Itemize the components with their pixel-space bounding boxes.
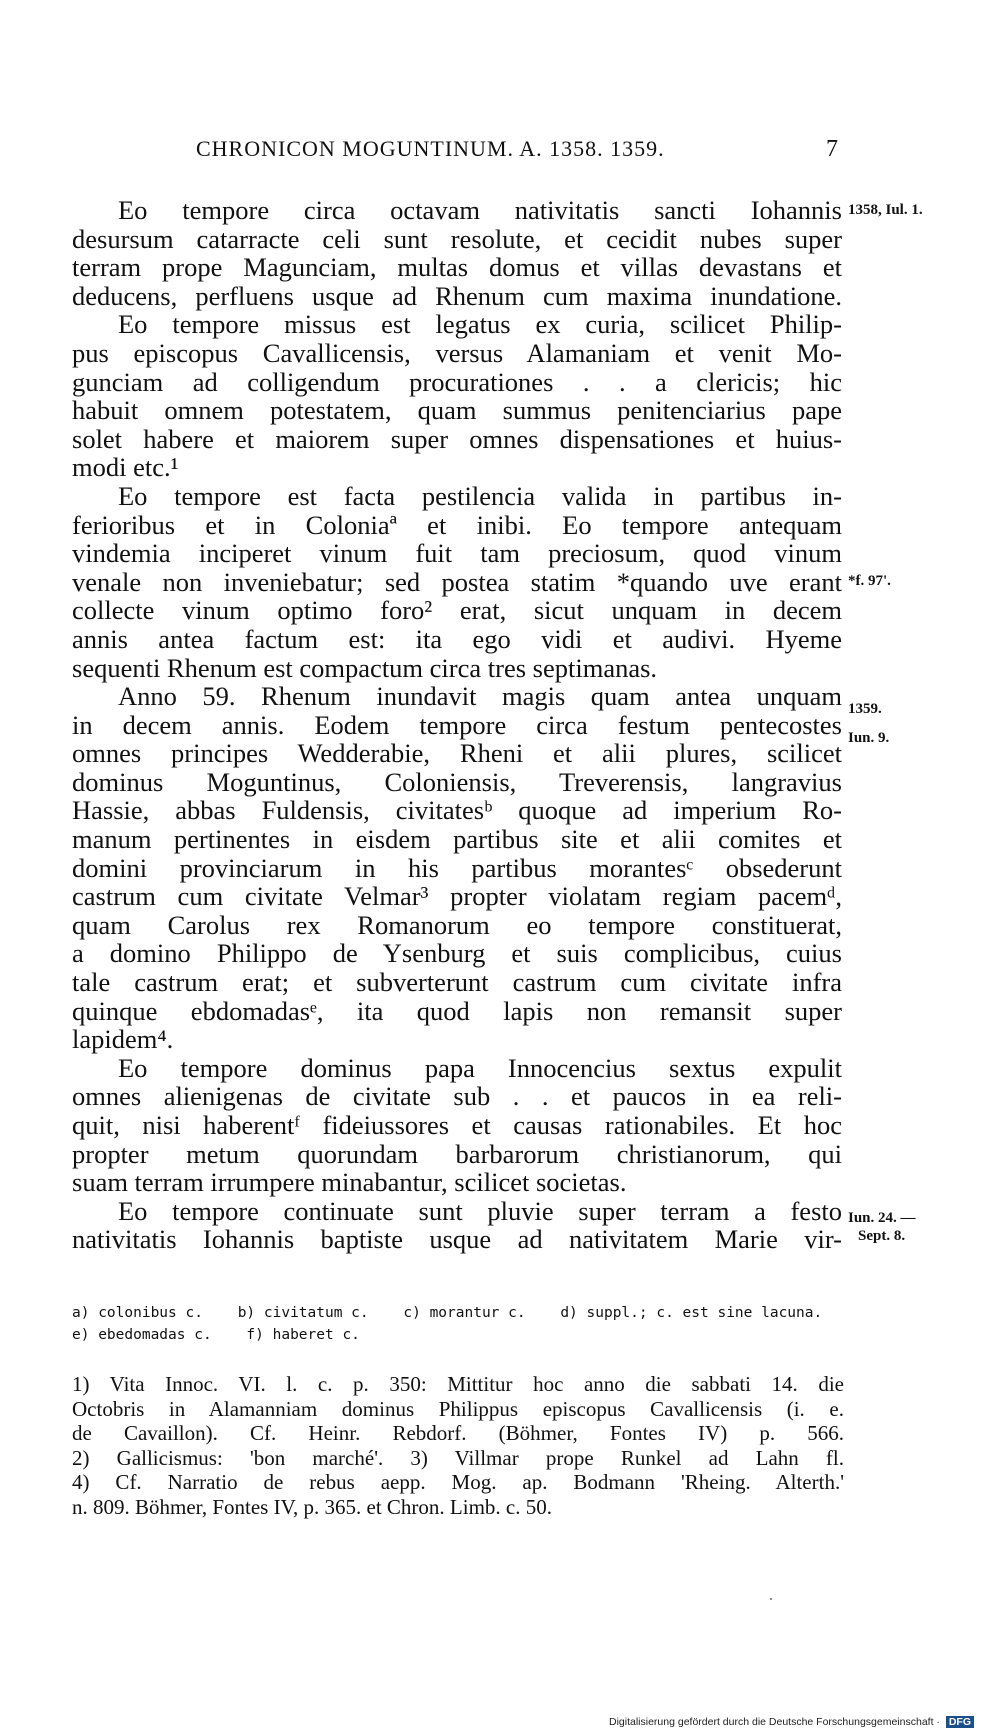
text-line: deducens, perfluens usque ad Rhenum cum maxima inundatione.: [72, 280, 842, 311]
text-line: Anno 59. Rhenum inundavit magis quam antea unquam: [118, 681, 842, 712]
footnotes: [72, 1372, 844, 1519]
footnote-line: Octobris in Alamanniam dominus Philippus episcopus Cavallicensis (i. e.: [72, 1396, 844, 1421]
margin-date: 1359.: [848, 701, 882, 717]
margin-date: Iun. 9.: [848, 730, 890, 746]
running-title: CHRONICON MOGUNTINUM. A. 1358. 1359.: [196, 136, 665, 161]
apparatus-note: e) ebedomadas c.: [72, 1327, 212, 1343]
main-text: [72, 196, 842, 1254]
text-line: domini provinciarum in his partibus morantesᶜ obsederunt: [72, 852, 842, 883]
text-line: omnes alienigenas de civitate sub . . et paucos in ea reli-: [72, 1081, 842, 1112]
text-line: venale non inveniebatur; sed postea statim *quando uve erant: [72, 566, 842, 597]
text-line: castrum cum civitate Velmar³ propter violatam regiam pacemᵈ,: [72, 881, 842, 912]
apparatus-note: d) suppl.; c. est sine lacuna.: [560, 1305, 823, 1321]
text-line: Eo tempore continuate sunt pluvie super terram a festo: [118, 1195, 842, 1226]
text-line: pus episcopus Cavallicensis, versus Alamaniam et venit Mo-: [72, 337, 842, 368]
critical-apparatus: [72, 1302, 852, 1346]
text-line: quit, nisi haberentᶠ fideiussores et causas rationabiles. Et hoc: [72, 1110, 842, 1140]
apparatus-note: c) morantur c.: [403, 1305, 526, 1321]
text-line: vindemia inciperet vinum fuit tam preciosum, quod vinum: [72, 538, 842, 569]
margin-date: 1358, Iul. 1.: [848, 202, 923, 218]
text-line: in decem annis. Eodem tempore circa festum pentecostes: [72, 709, 842, 740]
footnote-line: n. 809. Böhmer, Fontes IV, p. 365. et Chron. Limb. c. 50.: [72, 1494, 552, 1519]
text-line: dominus Moguntinus, Coloniensis, Treverensis, langravius: [72, 766, 842, 797]
text-line: omnes principes Wedderabie, Rheni et alii plures, scilicet: [72, 738, 842, 769]
credit-text: Digitalisierung gefördert durch die Deutsche Forschungsgemeinschaft ·: [608, 1716, 940, 1728]
page-number: 7: [826, 136, 839, 162]
running-header: [196, 136, 846, 162]
text-line: Eo tempore circa octavam nativitatis sancti Iohannis: [118, 195, 842, 225]
text-line: Eo tempore missus est legatus ex curia, scilicet Philip-: [118, 309, 842, 340]
text-line: ferioribus et in Coloniaª et inibi. Eo tempore antequam: [72, 509, 842, 540]
print-speck: [770, 1598, 772, 1600]
text-line: gunciam ad colligendum procurationes . . a clericis; hic: [72, 366, 842, 397]
apparatus-row: [72, 1302, 852, 1324]
text-line: suam terram irrumpere minabantur, scilicet societas.: [72, 1167, 627, 1198]
text-line: Hassie, abbas Fuldensis, civitatesᵇ quoque ad imperium Ro-: [72, 795, 842, 826]
footnote-line: 1) Vita Innoc. VI. l. c. p. 350: Mittitur hoc anno die sabbati 14. die: [72, 1372, 844, 1396]
text-line: habuit omnem potestatem, quam summus penitenciarius pape: [72, 395, 842, 426]
text-line: modi etc.¹: [72, 452, 179, 483]
text-line: sequenti Rhenum est compactum circa tres septimanas.: [72, 652, 658, 683]
text-line: solet habere et maiorem super omnes dispensationes et huius-: [72, 423, 842, 454]
text-line: nativitatis Iohannis baptiste usque ad nativitatem Marie vir-: [72, 1224, 842, 1255]
text-line: quinque ebdomadasᵉ, ita quod lapis non remansit super: [72, 995, 842, 1026]
margin-date: Iun. 24. —: [848, 1210, 916, 1226]
apparatus-note: f) haberet c.: [246, 1327, 360, 1343]
text-line: collecte vinum optimo foro² erat, sicut unquam in decem: [72, 595, 842, 626]
margin-folio: *f. 97'.: [848, 573, 891, 589]
text-line: manum pertinentes in eisdem partibus site et alii comites et: [72, 824, 842, 855]
footnote-line: 4) Cf. Narratio de rebus aepp. Mog. ap. Bodmann 'Rheing. Alterth.': [72, 1470, 844, 1494]
apparatus-row: [72, 1324, 852, 1346]
digitization-credit: [609, 1716, 974, 1728]
text-line: lapidem⁴.: [72, 1024, 174, 1055]
text-line: quam Carolus rex Romanorum eo tempore constituerat,: [72, 909, 842, 940]
text-line: a domino Philippo de Ysenburg et suis complicibus, cuius: [72, 938, 842, 969]
text-line: tale castrum erat; et subverterunt castrum cum civitate infra: [72, 967, 842, 998]
apparatus-note: a) colonibus c.: [72, 1305, 203, 1321]
text-line: Eo tempore est facta pestilencia valida in partibus in-: [118, 480, 842, 511]
text-line: Eo tempore dominus papa Innocencius sextus expulit: [118, 1052, 842, 1083]
text-line: annis antea factum est: ita ego vidi et audivi. Hyeme: [72, 623, 842, 654]
text-line: desursum catarracte celi sunt resolute, et cecidit nubes super: [72, 223, 842, 254]
dfg-logo: DFG: [946, 1716, 974, 1728]
margin-date: Sept. 8.: [858, 1228, 906, 1244]
text-line: terram prope Magunciam, multas domus et villas devastans et: [72, 252, 842, 283]
footnote-line: de Cavaillon). Cf. Heinr. Rebdorf. (Böhmer, Fontes IV) p. 566.: [72, 1421, 844, 1445]
text-line: propter metum quorundam barbarorum christianorum, qui: [72, 1138, 842, 1169]
footnote-line: 2) Gallicismus: 'bon marché'. 3) Villmar prope Runkel ad Lahn fl.: [72, 1445, 844, 1470]
apparatus-note: b) civitatum c.: [237, 1305, 369, 1321]
